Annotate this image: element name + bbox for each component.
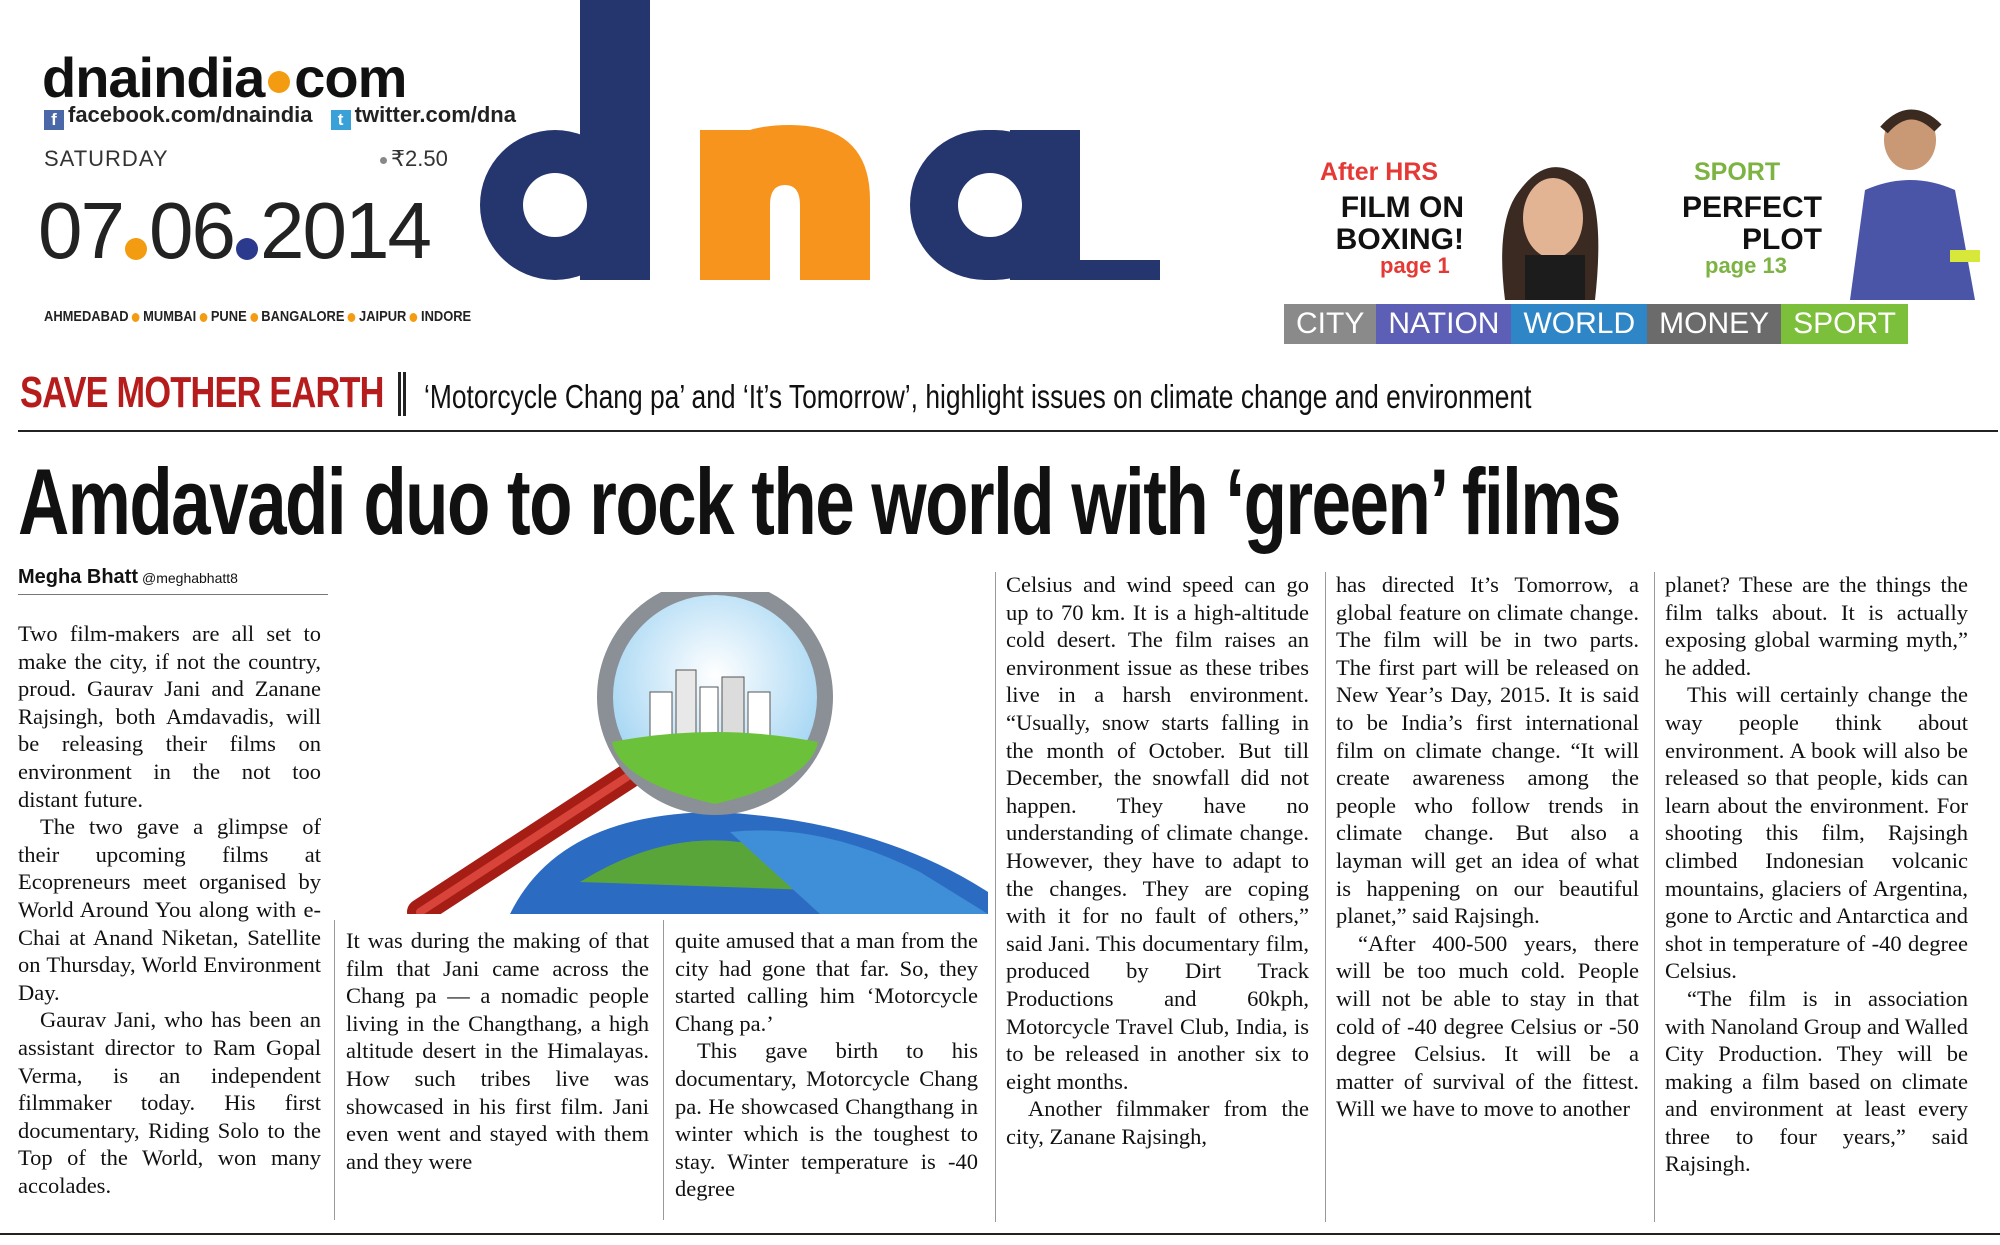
orange-dot <box>268 71 290 93</box>
article-column-2: It was during the making of that film that Jani came across the Chang pa — a nomadic people living in the Changthang, a high altitude desert in the Himalayas. How such tribes live was showcased in his first film. Jani even went and stayed with them and they were <box>346 928 649 1174</box>
promo-page: page 1 <box>1380 253 1450 278</box>
article-column-3: quite amused that a man from the city had gone that far. So, they started calling him ‘Motorcycle Chang pa.’ This gave birth to his documentary, Motorcycle Chang pa. He showcased Changthang in winter which is the toughest to stay. Winter temperature is -40 degree <box>675 928 978 1202</box>
edition-cities: AHMEDABAD MUMBAI PUNE BANGALORE JAIPUR INDORE <box>44 308 472 325</box>
facebook-icon: f <box>44 110 64 130</box>
social-links <box>44 102 516 130</box>
column-rule <box>1325 572 1326 1222</box>
facebook-link: facebook.com/dnaindia <box>68 102 313 127</box>
rule <box>18 430 1998 432</box>
twitter-link: twitter.com/dna <box>354 102 516 127</box>
promo-page: page 13 <box>1705 253 1787 278</box>
actress-photo <box>1465 130 1635 300</box>
article-column-6: planet? These are the things the film talks about. It is actually exposing global warming myth,” he added. This will certainly change the way people think about environment. A book will also be released so that people, kids can learn about the environment. For shooting this film, Rajsingh climbed Indonesian volcanic mountains, glaciers of Argentina, gone to Arctic and Antarctica and shot in temperature of -40 degree Celsius. “The film is in association with Nanoland Group and Walled City Production. They will be making a film based on climate and environment at least every three to four years,” said Rajsingh. <box>1665 572 1968 1177</box>
nav-city[interactable]: CITY <box>1284 304 1376 344</box>
nav-world[interactable]: WORLD <box>1511 304 1647 344</box>
promo-tag: SPORT <box>1694 158 1781 186</box>
byline: Megha Bhatt @meghabhatt8 <box>18 566 238 588</box>
issue-date: 07 06 2014 <box>38 186 430 275</box>
site-name: dnaindia com <box>42 46 407 109</box>
nav-money[interactable]: MONEY <box>1647 304 1781 344</box>
column-rule <box>1654 572 1655 1222</box>
issue-day: SATURDAY <box>44 146 169 171</box>
deck: ‘Motorcycle Chang pa’ and ‘It’s Tomorrow’, highlight issues on climate change and environment <box>424 378 1532 415</box>
article-column-5: has directed It’s Tomorrow, a global feature on climate change. The film will be in two parts. The first part will be released on New Year’s Day, 2015. It is said to be India’s first international film on climate change. “It will create awareness among the people who follow trends in climate change. But also a layman will get an idea of what is happening on our beautiful planet,” said Rajsingh. “After 400-500 years, there will be too much cold. People will not be able to stay in that cold of -40 degree Celsius or -50 degree Celsius. It will be a matter of survival of the fittest. Will we have to move to another <box>1336 572 1639 1122</box>
section-nav <box>1284 304 1908 344</box>
promo-tag: After HRS <box>1320 158 1439 186</box>
twitter-icon: t <box>331 110 351 130</box>
kicker: SAVE MOTHER EARTH <box>20 368 384 417</box>
article-column-4: Celsius and wind speed can go up to 70 km. It is a high-altitude cold desert. The film raises an environment issue as these tribes live in a harsh environment. “Usually, snow starts falling in the month of October. But till December, the snowfall did not happen. They have no understanding of climate change. However, they have to adapt to the changes. They are coping with it for no fault of others,” said Jani. This documentary film, produced by Dirt Track Productions and 60kph, Motorcycle Travel Club, India, is to be released in another six to eight months. Another filmmaker from the city, Zanane Rajsingh, <box>1006 572 1309 1149</box>
kicker-divider <box>398 372 408 416</box>
dna-logo <box>470 0 1290 320</box>
promo-headline: PERFECT PLOT <box>1681 191 1822 256</box>
promo-headline: FILM ON BOXING! <box>1335 191 1464 256</box>
issue-price: ₹2.50 <box>380 146 448 172</box>
byline-rule <box>18 594 328 595</box>
tennis-player-photo <box>1830 100 1995 300</box>
article-column-1: Two film-makers are all set to make the city, if not the country, proud. Gaurav Jani and Zanane Rajsingh, both Amdavadis, will be releasing their films on environment in the not too distant future. The two gave a glimpse of their upcoming films at Ecopreneurs meet organised by World Around You along with e-Chai at Anand Niketan, Satellite on Thursday, World Environment Day. Gaurav Jani, who has been an assistant director to Ram Gopal Verma, is an independent filmmaker today. His first documentary, Riding Solo to the Top of the World, won many accolades. <box>18 621 321 1198</box>
column-rule <box>995 572 996 1222</box>
bottom-rule <box>0 1233 2000 1235</box>
column-rule <box>334 920 335 1220</box>
column-rule <box>663 920 664 1220</box>
magnifier-earth-illustration <box>400 592 988 914</box>
nav-nation[interactable]: NATION <box>1376 304 1511 344</box>
headline: Amdavadi duo to rock the world with ‘green’ films <box>18 449 1620 554</box>
nav-sport[interactable]: SPORT <box>1781 304 1908 344</box>
